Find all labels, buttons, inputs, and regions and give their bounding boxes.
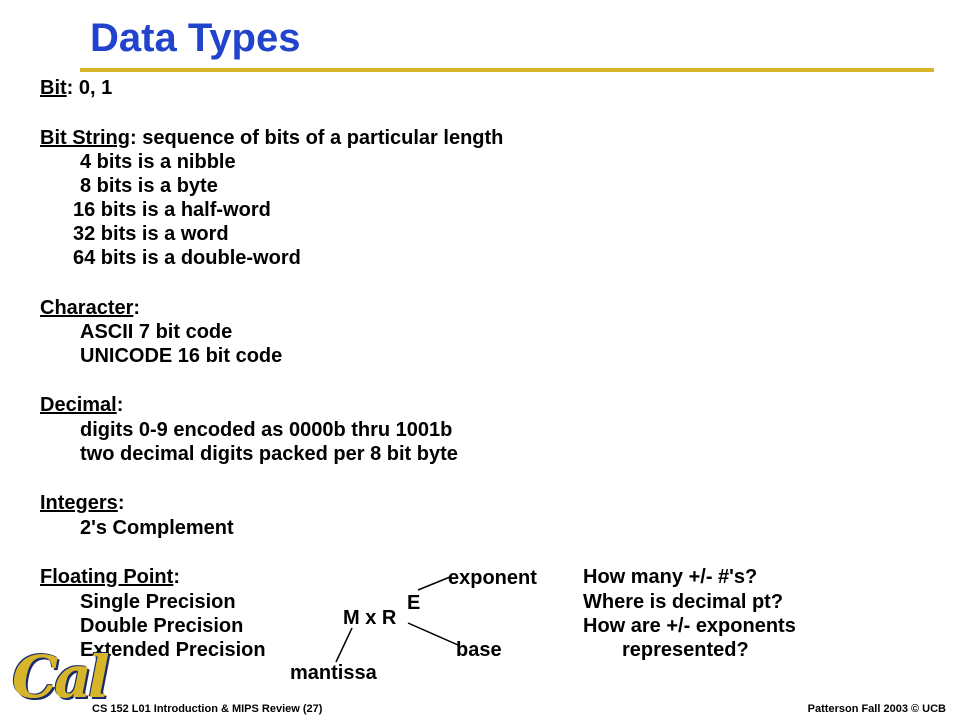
list-item: Single Precision	[80, 591, 236, 613]
list-item: digits 0-9 encoded as 0000b thru 1001b	[80, 419, 453, 441]
floating-colon: :	[173, 566, 180, 588]
integers-label: Integers	[40, 492, 118, 514]
list-item: ASCII 7 bit code	[80, 321, 233, 343]
list-item: 64 bits is a double-word	[73, 247, 301, 269]
list-item: 32 bits is a word	[73, 223, 229, 245]
bit-string-desc: : sequence of bits of a particular length	[130, 127, 504, 149]
character-label: Character	[40, 297, 134, 319]
character-colon: :	[133, 297, 141, 319]
list-item: 8 bits is a byte	[80, 175, 218, 197]
question-item: How many +/- #'s?	[583, 566, 758, 588]
bit-values: : 0, 1	[66, 77, 113, 99]
decimal-label: Decimal	[40, 394, 117, 416]
formula-expression: M x R	[343, 607, 397, 629]
bit-string-label: Bit String	[40, 127, 130, 149]
footer-copyright: Patterson Fall 2003 © UCB	[807, 703, 946, 715]
question-item: represented?	[622, 639, 749, 661]
list-item: UNICODE 16 bit code	[80, 345, 283, 367]
list-item: Double Precision	[80, 615, 244, 637]
cal-logo: Cal	[12, 643, 106, 711]
bit-label: Bit	[40, 77, 67, 99]
base-label: base	[456, 639, 502, 661]
list-item: 2's Complement	[80, 517, 234, 539]
list-item: 16 bits is a half-word	[73, 199, 271, 221]
question-item: Where is decimal pt?	[583, 591, 784, 613]
floating-label: Floating Point	[40, 566, 174, 588]
mantissa-label: mantissa	[290, 662, 377, 684]
decimal-colon: :	[116, 394, 124, 416]
footer-course: CS 152 L01 Introduction & MIPS Review (27)	[92, 703, 323, 715]
exponent-label: exponent	[448, 567, 537, 589]
integers-colon: :	[117, 492, 125, 514]
exponent-symbol: E	[407, 592, 421, 614]
slide-title: Data Types	[90, 16, 301, 60]
list-item: two decimal digits packed per 8 bit byte	[80, 443, 458, 465]
question-item: How are +/- exponents	[583, 615, 796, 637]
list-item: 4 bits is a nibble	[80, 151, 236, 173]
list-item: Extended Precision	[80, 639, 266, 661]
